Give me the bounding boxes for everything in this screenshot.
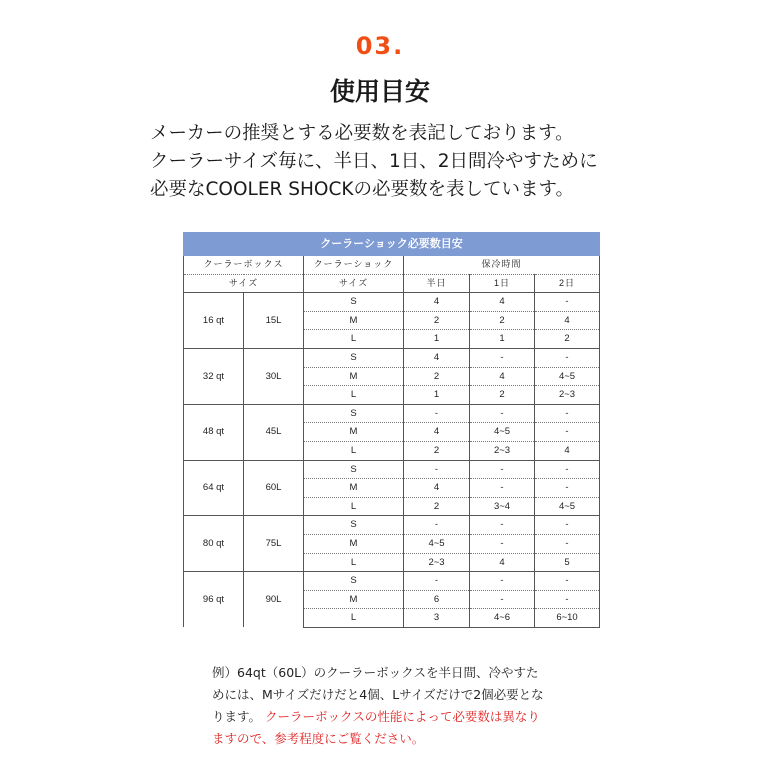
one-day-cell: 4~5: [470, 423, 535, 442]
header-cooler-box: クーラーボックス: [184, 256, 304, 275]
half-day-cell: -: [404, 516, 470, 535]
half-day-cell: 4: [404, 348, 470, 367]
half-day-cell: 2: [404, 497, 470, 516]
one-day-cell: 4: [470, 293, 535, 312]
one-day-cell: 3~4: [470, 497, 535, 516]
shock-size-cell: L: [304, 497, 404, 516]
table-title: クーラーショック必要数目安: [184, 233, 600, 256]
two-day-cell: 4~5: [535, 497, 600, 516]
cooler-qt-cell: 96 qt: [184, 572, 244, 628]
one-day-cell: -: [470, 590, 535, 609]
shock-size-cell: M: [304, 590, 404, 609]
two-day-cell: -: [535, 460, 600, 479]
cooler-qt-cell: 80 qt: [184, 516, 244, 572]
half-day-cell: 1: [404, 386, 470, 405]
half-day-cell: -: [404, 572, 470, 591]
two-day-cell: 5: [535, 553, 600, 572]
two-day-cell: -: [535, 534, 600, 553]
half-day-cell: 2: [404, 441, 470, 460]
shock-size-cell: S: [304, 404, 404, 423]
section-title: 使用目安: [329, 77, 430, 106]
one-day-cell: 4: [470, 553, 535, 572]
half-day-cell: 1: [404, 330, 470, 349]
half-day-cell: -: [404, 460, 470, 479]
two-day-cell: 4: [535, 311, 600, 330]
two-day-cell: -: [535, 516, 600, 535]
intro-text: [150, 120, 670, 204]
one-day-cell: 4~6: [470, 609, 535, 628]
shock-size-cell: M: [304, 423, 404, 442]
one-day-cell: -: [470, 572, 535, 591]
one-day-cell: -: [470, 460, 535, 479]
intro-line: 必要なCOOLER SHOCKの必要数を表しています。: [150, 179, 575, 200]
note-line: めには、Mサイズだけだと4個、Lサイズだけで2個必要とな: [212, 687, 544, 702]
half-day-cell: 6: [404, 590, 470, 609]
table-row: [184, 404, 600, 423]
shock-size-cell: M: [304, 311, 404, 330]
shock-size-cell: L: [304, 330, 404, 349]
half-day-cell: 4~5: [404, 534, 470, 553]
half-day-cell: 4: [404, 423, 470, 442]
cooler-liter-cell: 75L: [244, 516, 304, 572]
one-day-cell: -: [470, 348, 535, 367]
cooler-liter-cell: 30L: [244, 348, 304, 404]
table-row: [184, 348, 600, 367]
cooler-liter-cell: 45L: [244, 404, 304, 460]
header-duration: 保冷時間: [404, 256, 600, 275]
one-day-cell: -: [470, 404, 535, 423]
half-day-cell: 3: [404, 609, 470, 628]
shock-size-cell: M: [304, 367, 404, 386]
half-day-cell: 2~3: [404, 553, 470, 572]
shock-size-cell: S: [304, 348, 404, 367]
header-two-day: 2日: [535, 274, 600, 293]
one-day-cell: 2~3: [470, 441, 535, 460]
one-day-cell: -: [470, 534, 535, 553]
table-row: [184, 293, 600, 312]
header-cooler-shock: クーラーショック: [304, 256, 404, 275]
table-row: [184, 460, 600, 479]
shock-size-cell: L: [304, 553, 404, 572]
one-day-cell: -: [470, 479, 535, 498]
cooler-liter-cell: 60L: [244, 460, 304, 516]
one-day-cell: 4: [470, 367, 535, 386]
intro-line: メーカーの推奨とする必要数を表記しております。: [150, 123, 574, 144]
two-day-cell: -: [535, 479, 600, 498]
header-shock-size: サイズ: [304, 274, 404, 293]
one-day-cell: 2: [470, 311, 535, 330]
one-day-cell: 2: [470, 386, 535, 405]
two-day-cell: 2~3: [535, 386, 600, 405]
cooler-qt-cell: 32 qt: [184, 348, 244, 404]
table-row: [184, 572, 600, 591]
note-warning: クーラーボックスの性能によって必要数は異なり: [261, 709, 540, 724]
cooler-qt-cell: 48 qt: [184, 404, 244, 460]
shock-size-cell: L: [304, 441, 404, 460]
two-day-cell: -: [535, 572, 600, 591]
shock-size-cell: L: [304, 386, 404, 405]
shock-size-cell: S: [304, 293, 404, 312]
header-one-day: 1日: [470, 274, 535, 293]
one-day-cell: -: [470, 516, 535, 535]
two-day-cell: 2: [535, 330, 600, 349]
cooler-qt-cell: 16 qt: [184, 293, 244, 349]
two-day-cell: -: [535, 590, 600, 609]
half-day-cell: 2: [404, 367, 470, 386]
cooler-qt-cell: 64 qt: [184, 460, 244, 516]
shock-size-cell: S: [304, 572, 404, 591]
table-row: [184, 516, 600, 535]
section-number: 03.: [355, 32, 405, 60]
two-day-cell: -: [535, 423, 600, 442]
note-line: 例）64qt（60L）のクーラーボックスを半日間、冷やすた: [212, 665, 539, 680]
half-day-cell: 4: [404, 293, 470, 312]
half-day-cell: 4: [404, 479, 470, 498]
note-text: ります。: [212, 709, 262, 724]
intro-line: クーラーサイズ毎に、半日、1日、2日間冷やすために: [150, 151, 598, 172]
shock-size-cell: M: [304, 534, 404, 553]
header-half-day: 半日: [404, 274, 470, 293]
two-day-cell: -: [535, 293, 600, 312]
two-day-cell: 4: [535, 441, 600, 460]
cooler-liter-cell: 15L: [244, 293, 304, 349]
two-day-cell: 6~10: [535, 609, 600, 628]
shock-size-cell: M: [304, 479, 404, 498]
header-box-size: サイズ: [184, 274, 304, 293]
note-line: [212, 706, 582, 728]
two-day-cell: -: [535, 348, 600, 367]
half-day-cell: -: [404, 404, 470, 423]
usage-note: [212, 662, 582, 750]
shock-size-cell: S: [304, 516, 404, 535]
two-day-cell: 4~5: [535, 367, 600, 386]
note-warning: ますので、参考程度にご覧ください。: [212, 731, 425, 746]
two-day-cell: -: [535, 404, 600, 423]
one-day-cell: 1: [470, 330, 535, 349]
cooler-liter-cell: 90L: [244, 572, 304, 628]
usage-table: [183, 232, 600, 628]
shock-size-cell: L: [304, 609, 404, 628]
shock-size-cell: S: [304, 460, 404, 479]
half-day-cell: 2: [404, 311, 470, 330]
